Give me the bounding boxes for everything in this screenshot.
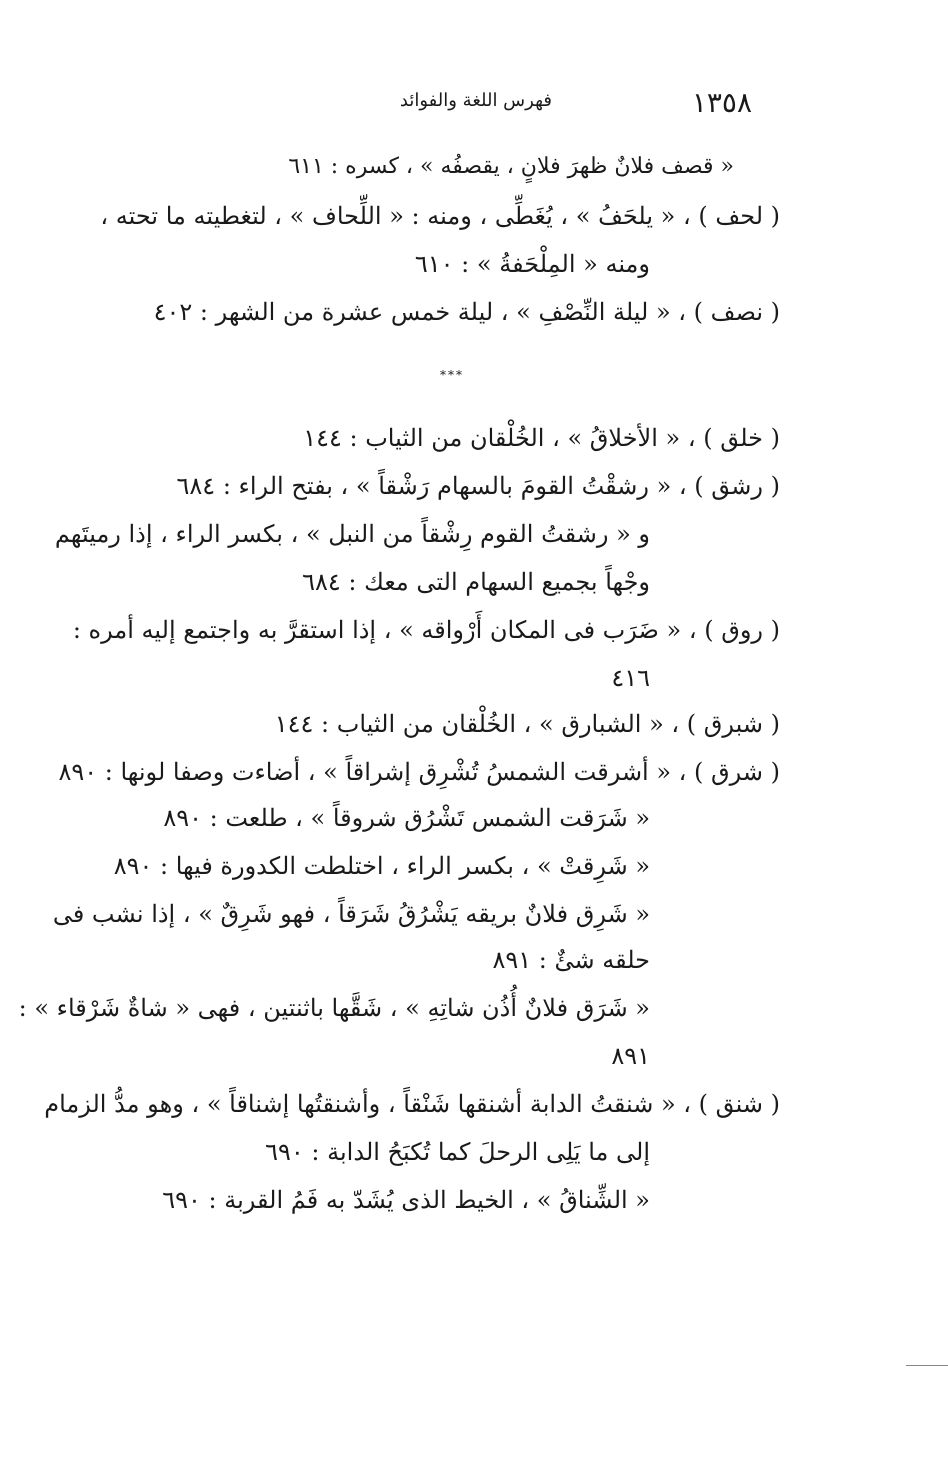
index-line: « شَرَقت الشمس تَشْرُق شروقاً » ، طلعت : ٨٩٠ bbox=[163, 804, 650, 832]
section-separator: *** bbox=[440, 368, 464, 382]
index-entry-rshq: ( رشق ) ، « رشقْتُ القومَ بالسهام رَشْقاً » ، بفتح الراء : ٦٨٤ bbox=[176, 472, 780, 500]
index-line: حلقه شئٌ : ٨٩١ bbox=[492, 946, 650, 974]
index-line: « الشِّناقُ » ، الخيط الذى يُشَدّ به فَمُ القربة : ٦٩٠ bbox=[162, 1186, 650, 1214]
index-entry-rwq: ( روق ) ، « ضَرَب فى المكان أَرْواقه » ، إذا استقرَّ به واجتمع إليه أمره : bbox=[72, 616, 780, 644]
index-entry-lhf: ( لحف ) ، « يلحَفُ » ، يُغَطِّى ، ومنه : « اللِّحاف » ، لتغطيته ما تحته ، bbox=[100, 202, 780, 230]
index-line: وجْهاً بجميع السهام التى معك : ٦٨٤ bbox=[302, 568, 650, 596]
index-entry-shbrq: ( شبرق ) ، « الشبارق » ، الخُلْقان من الثياب : ١٤٤ bbox=[274, 710, 780, 738]
index-line: ومنه « المِلْحَفةُ » : ٦١٠ bbox=[414, 250, 650, 278]
running-header-title: فهرس اللغة والفوائد bbox=[399, 90, 552, 111]
index-line: « قصف فلانٌ ظهرَ فلانٍ ، يقصفُه » ، كسره : ٦١١ bbox=[288, 154, 734, 179]
index-line: إلى ما يَلِى الرحلَ كما تُكبَحُ الدابة : ٦٩٠ bbox=[265, 1138, 650, 1166]
index-line: ٤١٦ bbox=[611, 664, 650, 692]
index-line: و « رشقتُ القوم رِشْقاً من النبل » ، بكسر الراء ، إذا رميتَهم bbox=[54, 520, 650, 548]
index-line: ٨٩١ bbox=[611, 1042, 650, 1070]
index-entry-khlq: ( خلق ) ، « الأخلاقُ » ، الخُلْقان من الثياب : ١٤٤ bbox=[303, 424, 780, 452]
index-line: « شَرِق فلانٌ بريقه يَشْرُقُ شَرَقاً ، فهو شَرِقٌ » ، إذا نشب فى bbox=[52, 900, 650, 928]
index-entry-nsf: ( نصف ) ، « ليلة النِّصْفِ » ، ليلة خمس عشرة من الشهر : ٤٠٢ bbox=[153, 298, 780, 326]
index-entry-shnq: ( شنق ) ، « شنقتُ الدابة أشنقها شَنْقاً ، وأشنقتُها إشناقاً » ، وهو مدُّ الزمام bbox=[44, 1090, 780, 1118]
index-line: « شَرَق فلانٌ أُذُن شاتِهِ » ، شَقَّها باثنتين ، فهى « شاةٌ شَرْقاء » : bbox=[18, 994, 650, 1022]
scan-artifact-rule bbox=[906, 1365, 948, 1366]
page-number: ١٣٥٨ bbox=[691, 86, 752, 119]
index-entry-shrq: ( شرق ) ، « أشرقت الشمسُ تُشْرِق إشراقاً » ، أضاءت وصفا لونها : ٨٩٠ bbox=[58, 758, 780, 786]
index-line: « شَرِقتْ » ، بكسر الراء ، اختلطت الكدورة فيها : ٨٩٠ bbox=[113, 852, 650, 880]
